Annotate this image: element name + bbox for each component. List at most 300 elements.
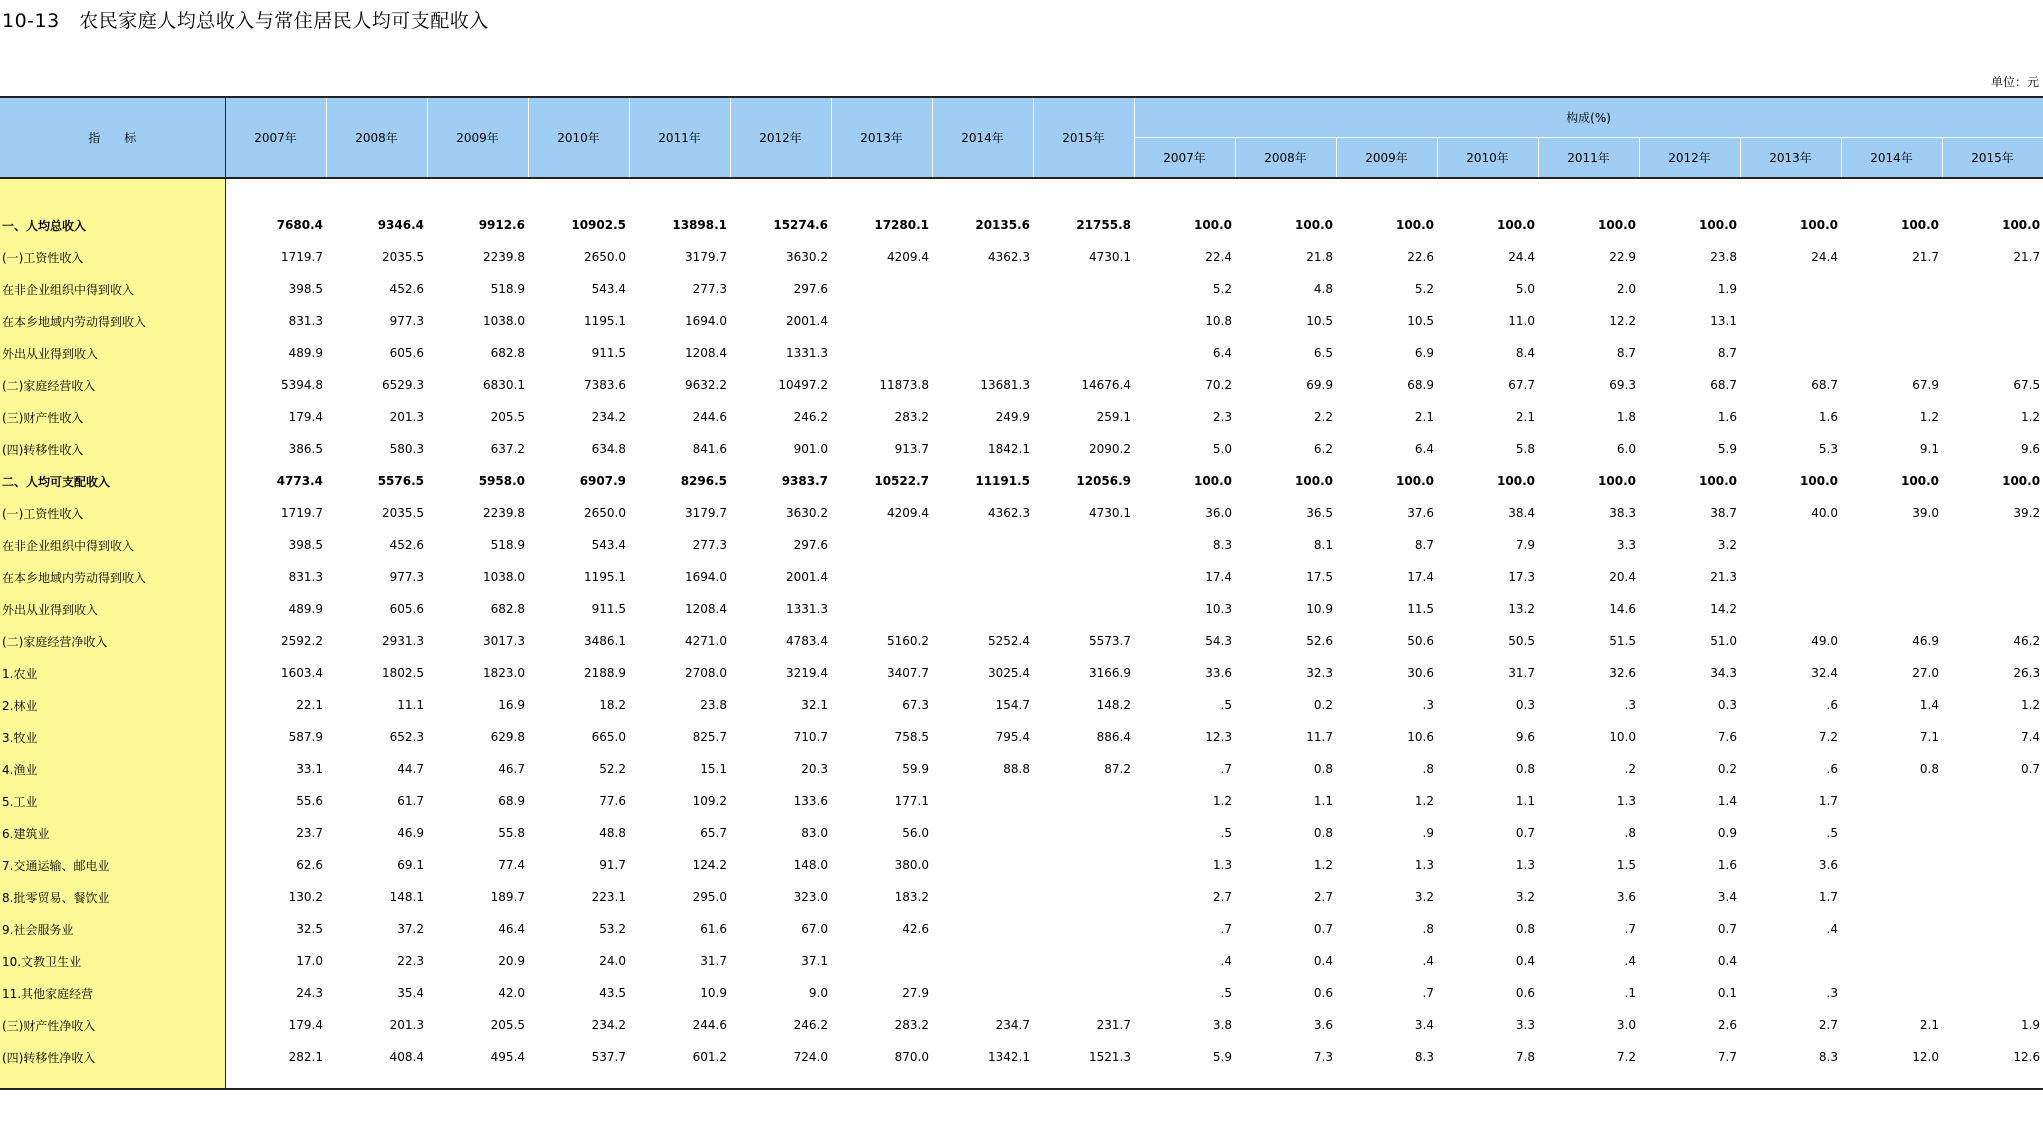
empty-cell [1841, 1073, 1942, 1089]
percent-cell: 6.9 [1414, 346, 1434, 360]
table-row [0, 913, 2043, 945]
percent-cell: 24.4 [1508, 250, 1535, 264]
value-cell: 88.8 [1003, 762, 1030, 776]
value-cell: 55.8 [498, 826, 525, 840]
value-cell: 11.1 [397, 698, 424, 712]
composition-year-header: 2011年 [1538, 138, 1639, 179]
value-cell: 17280.1 [874, 218, 929, 232]
value-cell: 10.9 [700, 986, 727, 1000]
percent-cell: 14.2 [1710, 602, 1737, 616]
percent-cell: 2.0 [1616, 282, 1636, 296]
row-label: 一、人均总收入 [0, 209, 225, 241]
value-cell: 7680.4 [276, 218, 323, 232]
percent-cell [1841, 593, 1942, 625]
percent-cell: 17.4 [1407, 570, 1434, 584]
percent-cell: 22.4 [1205, 250, 1232, 264]
year-header: 2007年 [225, 97, 326, 178]
percent-cell: 51.0 [1710, 634, 1737, 648]
percent-cell: 1.2 [2020, 698, 2041, 712]
empty-cell [831, 178, 932, 209]
percent-cell: 67.5 [2013, 378, 2041, 392]
value-cell [1033, 337, 1134, 369]
value-cell: 1842.1 [988, 442, 1030, 456]
percent-cell [1942, 273, 2043, 305]
percent-cell: 67.7 [1508, 378, 1535, 392]
value-cell: 2001.4 [786, 570, 828, 584]
table-row [0, 785, 2043, 817]
value-cell: 911.5 [591, 602, 626, 616]
percent-cell: 4.8 [1313, 282, 1333, 296]
row-label: (二)家庭经营收入 [0, 369, 225, 401]
indicator-header: 指 标 [0, 97, 225, 178]
percent-cell: 3.3 [1616, 538, 1636, 552]
empty-cell [1134, 1073, 1235, 1089]
percent-cell: 11.0 [1508, 314, 1535, 328]
value-cell: 3486.1 [584, 634, 626, 648]
value-cell [932, 817, 1033, 849]
value-cell: 246.2 [793, 410, 828, 424]
percent-cell [1740, 273, 1841, 305]
percent-cell: 3.6 [1616, 890, 1636, 904]
value-cell: 13898.1 [672, 218, 727, 232]
percent-cell: 1.2 [1414, 794, 1434, 808]
value-cell [831, 337, 932, 369]
value-cell: 259.1 [1096, 410, 1131, 424]
percent-cell: 17.3 [1508, 570, 1535, 584]
percent-cell: 1.4 [1919, 698, 1939, 712]
composition-year-header: 2012年 [1639, 138, 1740, 179]
percent-cell: 5.2 [1414, 282, 1434, 296]
empty-cell [1740, 1073, 1841, 1089]
percent-cell [1942, 881, 2043, 913]
value-cell: 3407.7 [887, 666, 929, 680]
percent-cell [1740, 529, 1841, 561]
percent-cell: 21.3 [1710, 570, 1737, 584]
percent-cell: .7 [1422, 986, 1434, 1000]
value-cell: 32.1 [801, 698, 828, 712]
percent-cell [1942, 977, 2043, 1009]
table-header [0, 97, 2043, 178]
value-cell [1033, 881, 1134, 913]
value-cell [1033, 785, 1134, 817]
value-cell [1033, 529, 1134, 561]
table-row [0, 689, 2043, 721]
percent-cell: 1.2 [1919, 410, 1939, 424]
spacer-row [0, 1073, 2043, 1089]
value-cell: 1603.4 [281, 666, 323, 680]
value-cell [932, 337, 1033, 369]
percent-cell: 2.1 [1919, 1018, 1939, 1032]
value-cell: 148.2 [1096, 698, 1131, 712]
percent-cell: 0.8 [1515, 922, 1535, 936]
percent-cell [1942, 913, 2043, 945]
value-cell: 67.0 [801, 922, 828, 936]
value-cell [831, 529, 932, 561]
value-cell: 65.7 [700, 826, 727, 840]
percent-cell: 7.8 [1515, 1050, 1535, 1064]
value-cell: 398.5 [288, 538, 323, 552]
year-header: 2009年 [427, 97, 528, 178]
percent-cell: 8.1 [1313, 538, 1333, 552]
value-cell: 1195.1 [584, 570, 626, 584]
value-cell: 234.2 [591, 410, 626, 424]
percent-cell: 0.7 [1717, 922, 1737, 936]
value-cell: 24.0 [599, 954, 626, 968]
percent-cell: 34.3 [1710, 666, 1737, 680]
value-cell [831, 593, 932, 625]
value-cell: 130.2 [288, 890, 323, 904]
value-cell: 841.6 [692, 442, 727, 456]
percent-cell: .5 [1220, 698, 1232, 712]
percent-cell: 1.3 [1414, 858, 1434, 872]
percent-cell: .7 [1220, 922, 1232, 936]
value-cell: 234.7 [995, 1018, 1030, 1032]
percent-cell: .3 [1624, 698, 1636, 712]
value-cell [831, 945, 932, 977]
percent-cell: 100.0 [1901, 474, 1939, 488]
value-cell: 1038.0 [483, 314, 525, 328]
percent-cell: 10.5 [1306, 314, 1333, 328]
percent-cell: 100.0 [1800, 474, 1838, 488]
percent-cell: 10.5 [1407, 314, 1434, 328]
value-cell [932, 881, 1033, 913]
value-cell: 2592.2 [281, 634, 323, 648]
percent-cell: 2.7 [1313, 890, 1333, 904]
table-row [0, 1041, 2043, 1073]
value-cell: 148.1 [389, 890, 424, 904]
value-cell: 27.9 [902, 986, 929, 1000]
percent-cell [1841, 305, 1942, 337]
composition-year-header: 2008年 [1235, 138, 1336, 179]
percent-cell: 33.6 [1205, 666, 1232, 680]
value-cell: 795.4 [995, 730, 1030, 744]
percent-cell: 3.0 [1616, 1018, 1636, 1032]
value-cell: 3630.2 [786, 250, 828, 264]
percent-cell: 0.6 [1313, 986, 1333, 1000]
percent-cell: 0.7 [2020, 762, 2041, 776]
value-cell: 543.4 [591, 282, 626, 296]
table-row [0, 465, 2043, 497]
table-row [0, 1009, 2043, 1041]
percent-cell: .9 [1422, 826, 1434, 840]
value-cell: 223.1 [591, 890, 626, 904]
table-row [0, 529, 2043, 561]
value-cell: 4362.3 [988, 506, 1030, 520]
percent-cell: 38.7 [1710, 506, 1737, 520]
value-cell [932, 593, 1033, 625]
percent-cell: .3 [1826, 986, 1838, 1000]
year-header: 2008年 [326, 97, 427, 178]
composition-year-header: 2015年 [1942, 138, 2043, 179]
percent-cell: 3.2 [1414, 890, 1434, 904]
value-cell: 605.6 [389, 346, 424, 360]
percent-cell: 2.2 [1313, 410, 1333, 424]
composition-year-header: 2014年 [1841, 138, 1942, 179]
percent-cell: 1.2 [1212, 794, 1232, 808]
percent-cell: .8 [1422, 922, 1434, 936]
value-cell [831, 305, 932, 337]
value-cell: 386.5 [288, 442, 323, 456]
value-cell: 91.7 [599, 858, 626, 872]
percent-cell: 5.0 [1212, 442, 1232, 456]
value-cell: 48.8 [599, 826, 626, 840]
value-cell: 4773.4 [276, 474, 323, 488]
value-cell: 2239.8 [483, 250, 525, 264]
percent-cell: 1.2 [1313, 858, 1333, 872]
percent-cell: 70.2 [1205, 378, 1232, 392]
empty-cell [1639, 1073, 1740, 1089]
value-cell: 629.8 [490, 730, 525, 744]
table-body [0, 178, 2043, 1089]
value-cell: 59.9 [902, 762, 929, 776]
value-cell: 4209.4 [887, 506, 929, 520]
percent-cell: 6.5 [1313, 346, 1333, 360]
value-cell: 42.0 [498, 986, 525, 1000]
value-cell [932, 529, 1033, 561]
percent-cell: 100.0 [1295, 474, 1333, 488]
percent-cell: 7.9 [1515, 538, 1535, 552]
table-row [0, 401, 2043, 433]
percent-cell: 37.6 [1407, 506, 1434, 520]
percent-cell: 0.2 [1717, 762, 1737, 776]
percent-cell: 0.6 [1515, 986, 1535, 1000]
percent-cell: 100.0 [1699, 218, 1737, 232]
percent-cell: 1.1 [1313, 794, 1333, 808]
value-cell: 1802.5 [382, 666, 424, 680]
value-cell: 6830.1 [483, 378, 525, 392]
value-cell [1033, 977, 1134, 1009]
row-label: 外出从业得到收入 [0, 593, 225, 625]
table-row [0, 561, 2043, 593]
percent-cell: 1.6 [1818, 410, 1838, 424]
value-cell: 489.9 [288, 346, 323, 360]
table-row [0, 977, 2043, 1009]
percent-cell: 32.6 [1609, 666, 1636, 680]
percent-cell: .6 [1826, 762, 1838, 776]
value-cell: 8296.5 [680, 474, 727, 488]
table-row [0, 337, 2043, 369]
percent-cell: 22.6 [1407, 250, 1434, 264]
percent-cell [1841, 529, 1942, 561]
value-cell: 1038.0 [483, 570, 525, 584]
empty-cell [1235, 1073, 1336, 1089]
row-label: (三)财产性收入 [0, 401, 225, 433]
value-cell [932, 273, 1033, 305]
value-cell: 20.9 [498, 954, 525, 968]
percent-cell [1841, 945, 1942, 977]
value-cell: 244.6 [692, 410, 727, 424]
value-cell: 2650.0 [584, 506, 626, 520]
percent-cell: 9.1 [1919, 442, 1939, 456]
percent-cell: 0.7 [1313, 922, 1333, 936]
empty-cell [730, 178, 831, 209]
value-cell: 77.6 [599, 794, 626, 808]
value-cell [932, 785, 1033, 817]
unit-label: 单位：元 [1990, 75, 2039, 89]
percent-cell: 27.0 [1912, 666, 1939, 680]
value-cell: 53.2 [599, 922, 626, 936]
empty-cell [1235, 178, 1336, 209]
percent-cell: .4 [1826, 922, 1838, 936]
value-cell: 1208.4 [685, 602, 727, 616]
value-cell: 183.2 [894, 890, 929, 904]
value-cell: 2239.8 [483, 506, 525, 520]
percent-cell: 3.2 [1717, 538, 1737, 552]
empty-cell [528, 178, 629, 209]
value-cell: 12056.9 [1076, 474, 1131, 488]
percent-cell: 7.6 [1717, 730, 1737, 744]
percent-cell: 2.1 [1414, 410, 1434, 424]
value-cell: 13681.3 [980, 378, 1030, 392]
percent-cell: 10.9 [1306, 602, 1333, 616]
percent-cell: 3.6 [1818, 858, 1838, 872]
composition-header: 构成(%) [1134, 97, 2043, 138]
percent-cell: 11.7 [1306, 730, 1333, 744]
value-cell: 518.9 [490, 282, 525, 296]
percent-cell: 30.6 [1407, 666, 1434, 680]
value-cell: 43.5 [599, 986, 626, 1000]
year-header: 2013年 [831, 97, 932, 178]
percent-cell [1841, 913, 1942, 945]
empty-cell [1134, 178, 1235, 209]
value-cell: 4209.4 [887, 250, 929, 264]
empty-cell [427, 1073, 528, 1089]
percent-cell: 6.2 [1313, 442, 1333, 456]
percent-cell [1841, 817, 1942, 849]
percent-cell [1942, 593, 2043, 625]
percent-cell: 0.8 [1313, 826, 1333, 840]
percent-cell: 51.5 [1609, 634, 1636, 648]
percent-cell: 100.0 [1497, 218, 1535, 232]
table-row [0, 881, 2043, 913]
percent-cell [1841, 337, 1942, 369]
percent-cell: 68.7 [1811, 378, 1838, 392]
percent-cell: 10.6 [1407, 730, 1434, 744]
spacer-row [0, 178, 2043, 209]
row-label: 8.批零贸易、餐饮业 [0, 881, 225, 913]
empty-cell [1033, 178, 1134, 209]
row-label: (三)财产性净收入 [0, 1009, 225, 1041]
table-row [0, 369, 2043, 401]
empty-cell [1841, 178, 1942, 209]
percent-cell: 9.6 [2020, 442, 2041, 456]
row-label: 10.文教卫生业 [0, 945, 225, 977]
percent-cell: 1.7 [1818, 794, 1838, 808]
value-cell: 323.0 [793, 890, 828, 904]
page-title: 10-13 农民家庭人均总收入与常住居民人均可支配收入 [2, 10, 489, 32]
value-cell: 634.8 [591, 442, 626, 456]
percent-cell: 12.2 [1609, 314, 1636, 328]
percent-cell: 100.0 [1901, 218, 1939, 232]
value-cell [1033, 945, 1134, 977]
value-cell: 46.4 [498, 922, 525, 936]
percent-cell: 2.1 [1515, 410, 1535, 424]
percent-cell: 22.9 [1609, 250, 1636, 264]
value-cell: 205.5 [490, 1018, 525, 1032]
table-row [0, 625, 2043, 657]
value-cell: 22.3 [397, 954, 424, 968]
row-label: 1.农业 [0, 657, 225, 689]
percent-cell: 1.7 [1818, 890, 1838, 904]
percent-cell [1942, 529, 2043, 561]
percent-cell: 24.4 [1811, 250, 1838, 264]
value-cell: 4783.4 [786, 634, 828, 648]
value-cell: 682.8 [490, 346, 525, 360]
row-label: 在本乡地域内劳动得到收入 [0, 561, 225, 593]
value-cell: 901.0 [793, 442, 828, 456]
table-row [0, 273, 2043, 305]
composition-year-header: 2010年 [1437, 138, 1538, 179]
percent-cell: 49.0 [1811, 634, 1838, 648]
value-cell: 10497.2 [778, 378, 828, 392]
empty-cell [932, 178, 1033, 209]
table-row [0, 945, 2043, 977]
value-cell: 297.6 [793, 282, 828, 296]
value-cell: 69.1 [397, 858, 424, 872]
composition-year-header: 2013年 [1740, 138, 1841, 179]
percent-cell [1740, 337, 1841, 369]
empty-cell [1336, 178, 1437, 209]
percent-cell: 7.3 [1313, 1050, 1333, 1064]
percent-cell: 52.6 [1306, 634, 1333, 648]
composition-year-header: 2009年 [1336, 138, 1437, 179]
income-table [0, 96, 2043, 1090]
percent-cell: 1.6 [1717, 410, 1737, 424]
percent-cell: 100.0 [1699, 474, 1737, 488]
percent-cell: 1.8 [1616, 410, 1636, 424]
value-cell: 201.3 [389, 1018, 424, 1032]
value-cell [1033, 561, 1134, 593]
row-label: 4.渔业 [0, 753, 225, 785]
row-label: (一)工资性收入 [0, 241, 225, 273]
percent-cell: 32.4 [1811, 666, 1838, 680]
empty-cell [1538, 178, 1639, 209]
percent-cell: 11.5 [1407, 602, 1434, 616]
percent-cell: 0.9 [1717, 826, 1737, 840]
value-cell [1033, 273, 1134, 305]
value-cell: 758.5 [894, 730, 929, 744]
value-cell: 9.0 [808, 986, 828, 1000]
value-cell: 710.7 [793, 730, 828, 744]
row-label: 9.社会服务业 [0, 913, 225, 945]
value-cell: 5394.8 [281, 378, 323, 392]
empty-cell [1942, 178, 2043, 209]
percent-cell: 0.3 [1515, 698, 1535, 712]
percent-cell: 69.9 [1306, 378, 1333, 392]
percent-cell: .5 [1826, 826, 1838, 840]
percent-cell: 100.0 [1295, 218, 1333, 232]
value-cell: 249.9 [995, 410, 1030, 424]
percent-cell: .8 [1422, 762, 1434, 776]
value-cell [1033, 849, 1134, 881]
value-cell [1033, 913, 1134, 945]
year-header: 2012年 [730, 97, 831, 178]
percent-cell: 23.8 [1710, 250, 1737, 264]
empty-cell [1437, 178, 1538, 209]
percent-cell: 2.7 [1212, 890, 1232, 904]
percent-cell: .8 [1624, 826, 1636, 840]
percent-cell: 8.7 [1414, 538, 1434, 552]
value-cell: 870.0 [894, 1050, 929, 1064]
percent-cell: 100.0 [1598, 474, 1636, 488]
value-cell: 15274.6 [773, 218, 828, 232]
value-cell: 2188.9 [584, 666, 626, 680]
empty-cell [629, 178, 730, 209]
value-cell: 277.3 [692, 538, 727, 552]
value-cell: 6529.3 [382, 378, 424, 392]
value-cell: 1694.0 [685, 314, 727, 328]
value-cell: 16.9 [498, 698, 525, 712]
